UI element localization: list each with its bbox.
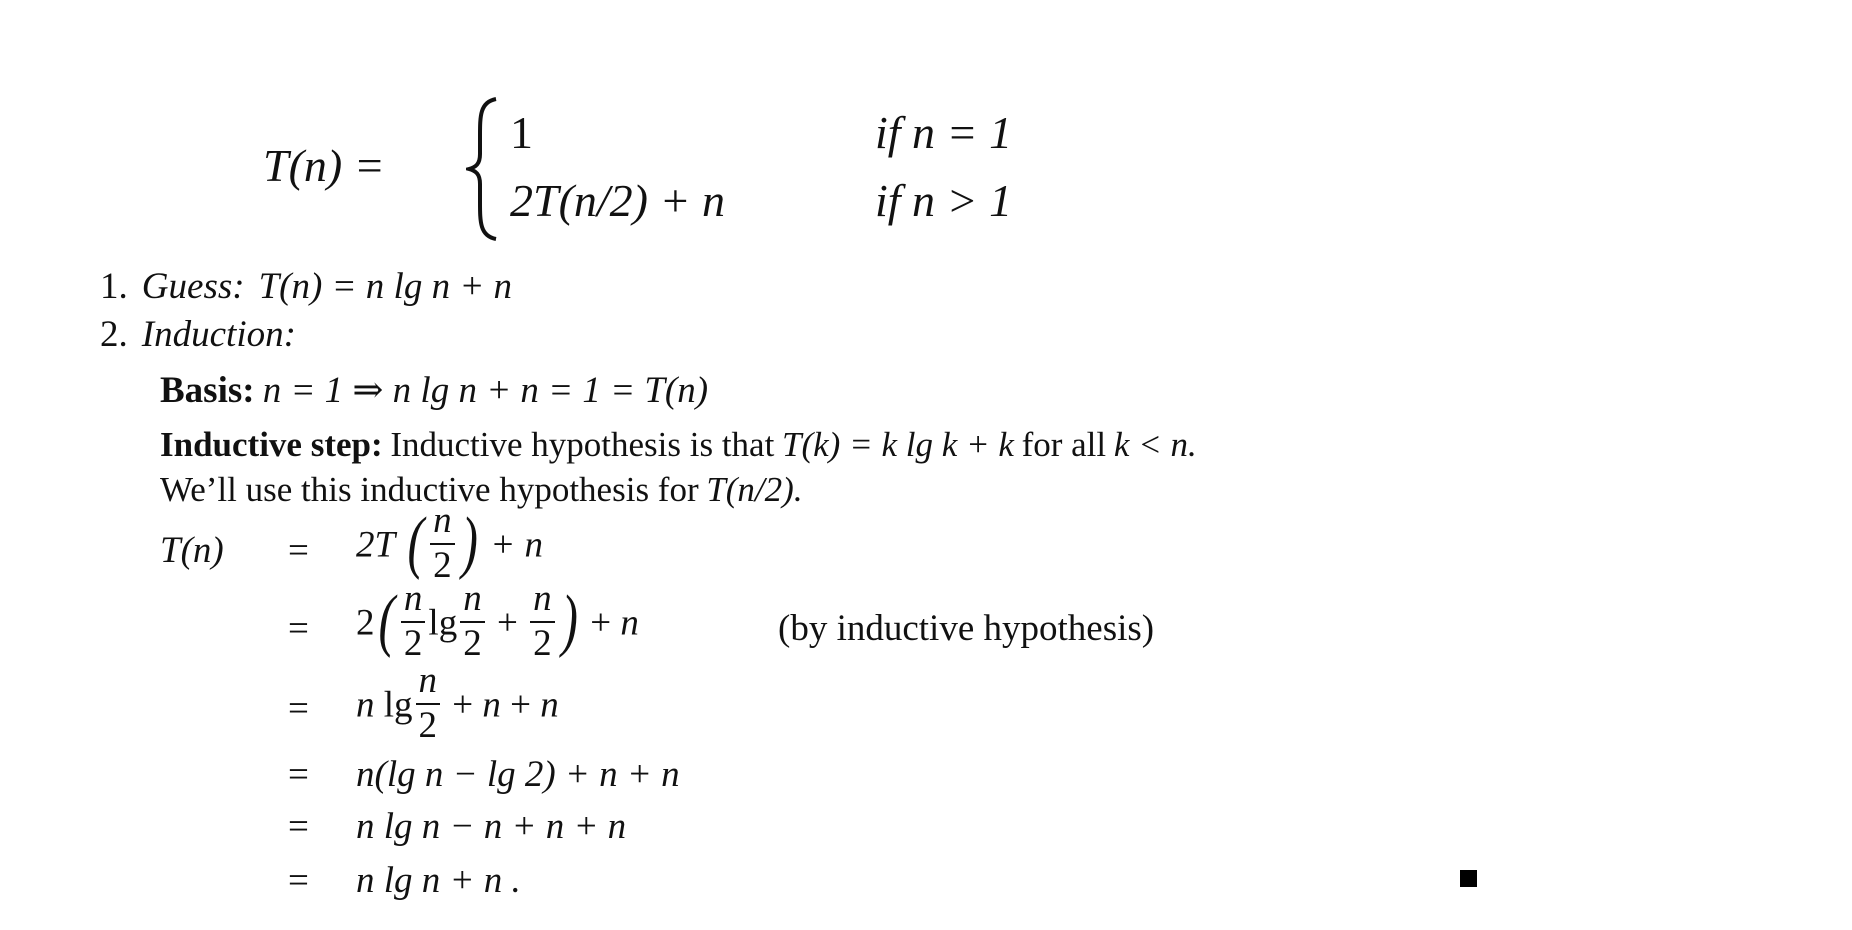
- guess-formula: T(n) = n lg n + n: [258, 266, 513, 307]
- equals-sign-5: =: [288, 806, 309, 847]
- inductive-step-line2: [160, 472, 803, 507]
- inductive-hypothesis-note: (by inductive hypothesis): [778, 608, 1155, 649]
- inductive-line2-math: T(n/2).: [706, 470, 803, 509]
- step-1: [100, 268, 512, 305]
- step-1-label: Guess:: [141, 266, 245, 307]
- basis-content: n = 1 ⇒ n lg n + n = 1 = T(n): [262, 370, 709, 411]
- derivation-line-5: n lg n − n + n + n: [356, 806, 627, 847]
- case1-condition: if n = 1: [875, 107, 1013, 158]
- step-2-number: 2.: [100, 314, 128, 355]
- equals-sign-4: =: [288, 754, 309, 795]
- inductive-step-label: Inductive step:: [160, 425, 383, 464]
- inductive-line2-text: We’ll use this inductive hypothesis for: [160, 470, 699, 509]
- step-2: [100, 316, 296, 353]
- derivation-lhs: T(n): [160, 530, 224, 571]
- left-brace: [466, 96, 500, 242]
- case1-expression: 1: [510, 107, 533, 158]
- equals-sign-3: =: [288, 688, 309, 729]
- inductive-hypothesis: T(k) = k lg k + k: [782, 425, 1014, 464]
- derivation-line-2: 2( $\frac{n}{2}$ lg $\frac{n}{2}$ + $\frac{n}{2}$ ) + n: [356, 578, 639, 664]
- inductive-condition: k < n.: [1113, 425, 1197, 464]
- basis-line: [160, 372, 708, 409]
- equals-sign-6: =: [288, 860, 309, 901]
- equals-sign-1: =: [288, 530, 309, 571]
- step-2-label: Induction:: [141, 314, 296, 355]
- basis-label: Basis:: [160, 370, 255, 411]
- derivation-line-3: n lg $\frac{n}{2}$ + n + n: [356, 660, 559, 746]
- inductive-step-line1: [160, 427, 1197, 462]
- qed-square-icon: [1460, 870, 1477, 887]
- recurrence-lhs: T(n) =: [263, 140, 385, 191]
- derivation-line-6: n lg n + n .: [356, 860, 521, 901]
- case2-expression: 2T(n/2) + n: [510, 175, 726, 226]
- inductive-text-1: Inductive hypothesis is that: [390, 425, 775, 464]
- derivation-line-1: 2T ( $\frac{n}{2}$ ) + n: [356, 500, 543, 586]
- inductive-text-2: for all: [1021, 425, 1107, 464]
- case2-condition: if n > 1: [875, 175, 1013, 226]
- derivation-line-4: n(lg n − lg 2) + n + n: [356, 754, 680, 795]
- step-1-number: 1.: [100, 266, 128, 307]
- equals-sign-2: =: [288, 608, 309, 649]
